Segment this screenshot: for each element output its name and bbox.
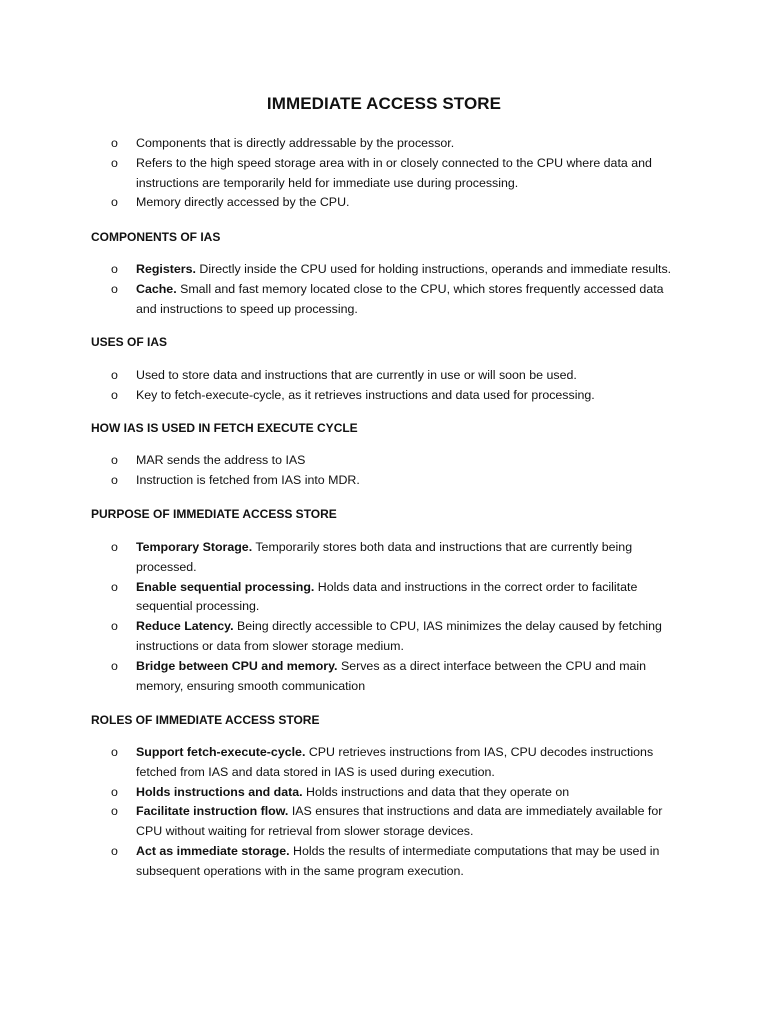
bullet-icon: o [111, 745, 118, 759]
bullet-icon: o [111, 804, 118, 819]
intro-list [0, 134, 768, 213]
fetch-cycle-list [0, 451, 768, 491]
section-heading: COMPONENTS OF IAS [91, 230, 221, 244]
section-heading: USES OF IAS [91, 335, 168, 349]
bullet-icon: o [111, 387, 118, 402]
bullet-icon: o [111, 136, 118, 150]
bullet-icon: o [111, 784, 118, 799]
bullet-icon: o [111, 262, 118, 276]
list-item: o Components that is directly addressable by the processor. [0, 134, 768, 154]
list-item: o Support fetch-execute-cycle. CPU retrieves instructions from IAS, CPU decodes instructions fetched from IAS and data stored in IAS is used during execution. [111, 745, 654, 779]
section-heading: HOW IAS IS USED IN FETCH EXECUTE CYCLE [91, 421, 358, 435]
section-heading: PURPOSE OF IMMEDIATE ACCESS STORE [91, 507, 337, 521]
list-item: o Memory directly accessed by the CPU. [0, 193, 768, 213]
components-list [0, 260, 768, 319]
bullet-icon: o [111, 453, 118, 467]
list-item: o Enable sequential processing. Holds data and instructions in the correct order to facilitate sequential processing. [111, 579, 638, 614]
bullet-icon: o [111, 540, 118, 554]
uses-list [0, 366, 768, 406]
roles-list [0, 743, 768, 882]
bullet-icon: o [111, 195, 118, 210]
bullet-icon: o [111, 579, 118, 594]
list-item: o Act as immediate storage. Holds the results of intermediate computations that may be used in subsequent operations with in the same program execution. [111, 843, 660, 878]
bullet-icon: o [111, 843, 118, 858]
list-item: o Facilitate instruction flow. IAS ensures that instructions and data are immediately available for CPU without waiting for retrieval from slower storage devices. [111, 804, 663, 839]
section-heading: ROLES OF IMMEDIATE ACCESS STORE [91, 713, 320, 727]
bullet-icon: o [111, 658, 118, 673]
list-item: o Key to fetch-execute-cycle, as it retrieves instructions and data used for processing. [0, 386, 768, 406]
bullet-icon: o [111, 619, 118, 634]
bullet-icon: o [111, 155, 118, 170]
list-item: o Reduce Latency. Being directly accessible to CPU, IAS minimizes the delay caused by fetching instructions or data from slower storage medium. [111, 619, 662, 653]
list-item: o Instruction is fetched from IAS into MDR. [0, 471, 768, 491]
list-item: o Used to store data and instructions that are currently in use or will soon be used. [0, 366, 768, 386]
bullet-icon: o [111, 281, 118, 296]
list-item: o MAR sends the address to IAS [0, 451, 768, 471]
bullet-icon: o [111, 472, 118, 487]
list-item: o Refers to the high speed storage area with in or closely connected to the CPU where data and instructions are temporarily held for immediate use during processing. [111, 155, 652, 190]
bullet-icon: o [111, 368, 118, 382]
list-item: o Registers. Directly inside the CPU used for holding instructions, operands and immediate results. [0, 260, 768, 280]
list-item: o Holds instructions and data. Holds instructions and data that they operate on [0, 783, 768, 803]
list-item: o Bridge between CPU and memory. Serves as a direct interface between the CPU and main memory, ensuring smooth communication [111, 658, 647, 693]
list-item: o Cache. Small and fast memory located close to the CPU, which stores frequently accessed data and instructions to speed up processing. [111, 281, 664, 316]
page-title: IMMEDIATE ACCESS STORE [266, 94, 502, 113]
purpose-list [0, 538, 768, 696]
list-item: o Temporary Storage. Temporarily stores both data and instructions that are currently being processed. [111, 540, 633, 574]
